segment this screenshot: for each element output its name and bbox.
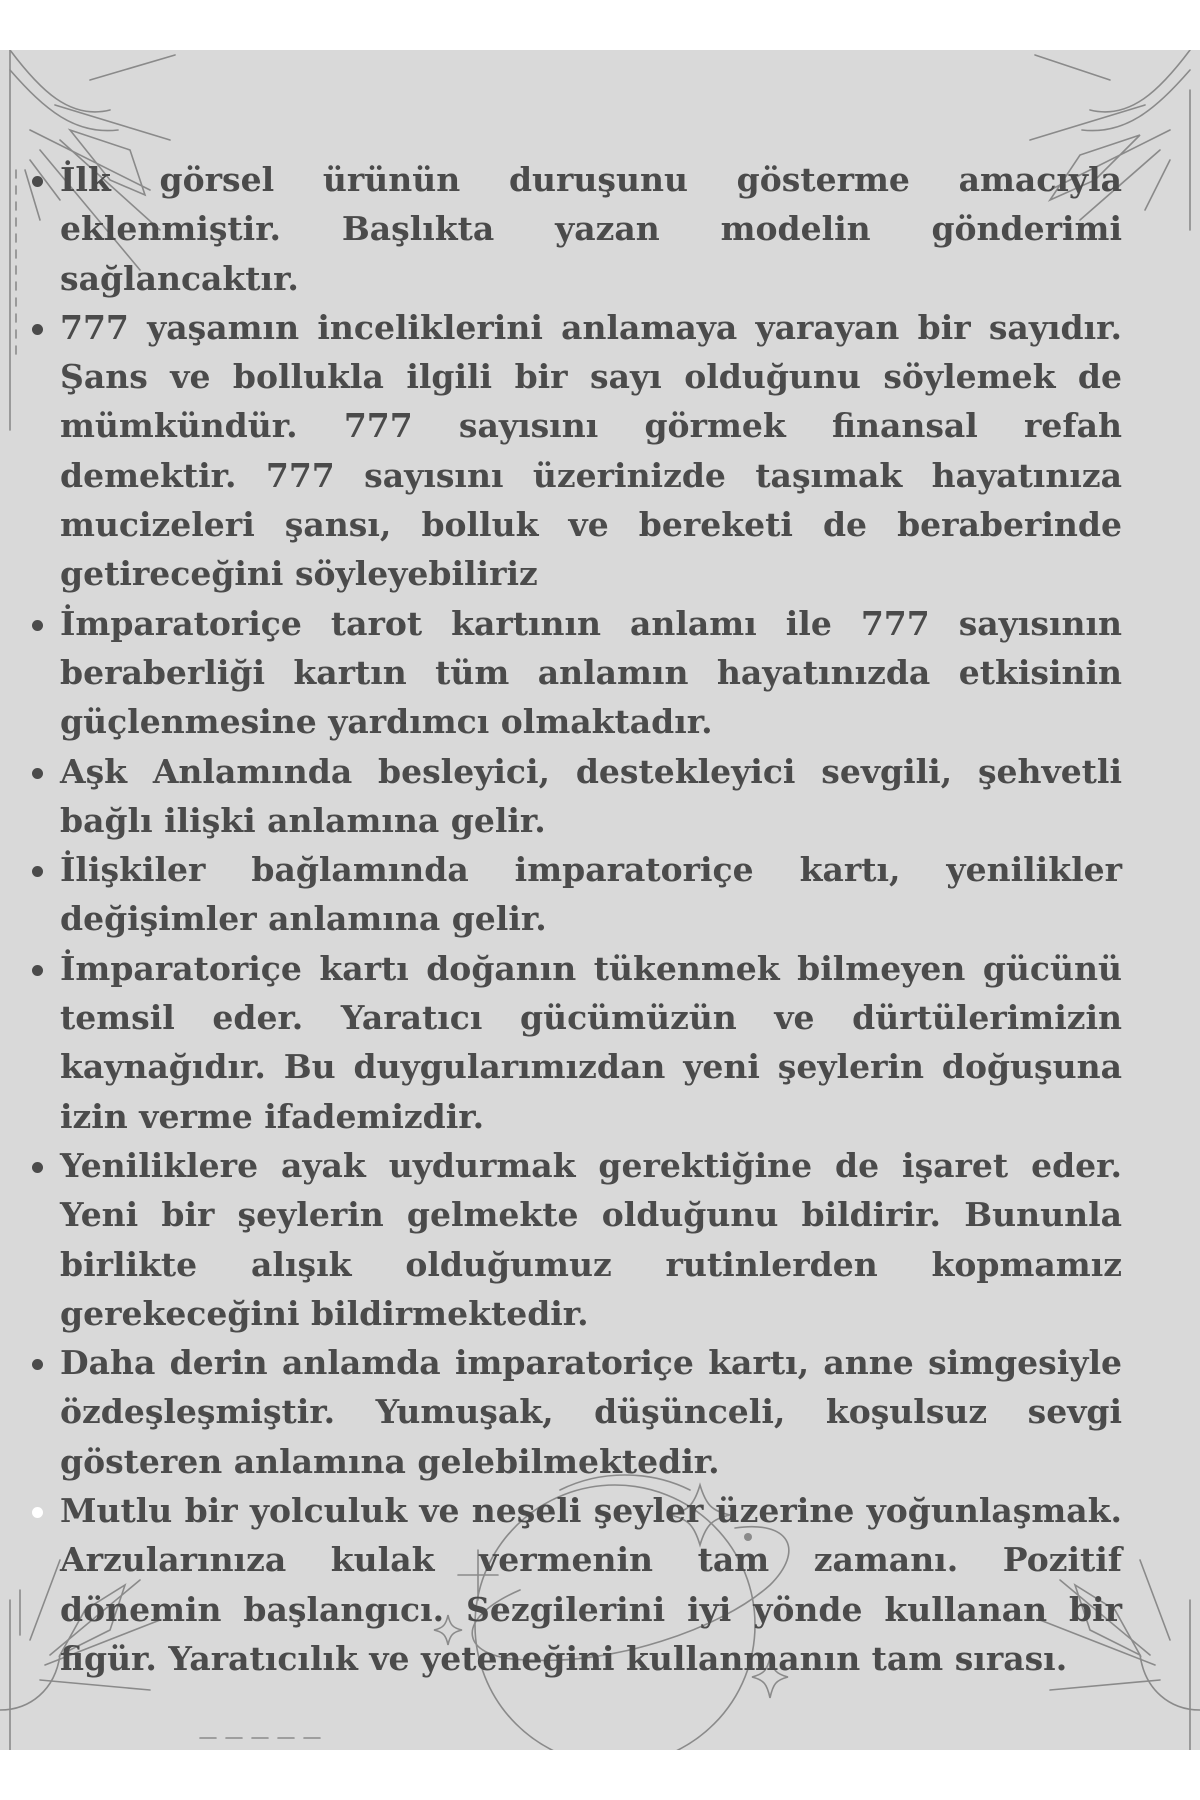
- list-item: Yeniliklere ayak uydurmak gerektiğine de işaret eder. Yeni bir şeylerin gelmekte olduğunu bildirir. Bununla birlikte alışık olduğumuz rutinlerden kopmamız gerekeceğini bildirmektedir.: [60, 1141, 1122, 1338]
- list-item: İmparatoriçe kartı doğanın tükenmek bilmeyen gücünü temsil eder. Yaratıcı gücümüzün ve dürtülerimizin kaynağıdır. Bu duygularımızdan yeni şeylerin doğuşuna izin verme ifademizdir.: [60, 944, 1122, 1141]
- list-item: 777 yaşamın inceliklerini anlamaya yarayan bir sayıdır. Şans ve bollukla ilgili bir sayı olduğunu söylemek de mümkündür. 777 sayısını görmek finansal refah demektir. 777 sayısını üzerinizde taşımak hayatınıza mucizeleri şansı, bolluk ve bereketi de beraberinde getireceğini söyleyebiliriz: [60, 303, 1122, 599]
- list-item: Mutlu bir yolculuk ve neşeli şeyler üzerine yoğunlaşmak. Arzularınıza kulak vermenin tam zamanı. Pozitif dönemin başlangıcı. Sezgilerini iyi yönde kullanan bir figür. Yaratıcılık ve yeteneğini kullanmanın tam sırası.: [60, 1486, 1122, 1683]
- bullet-list: [60, 155, 1122, 1683]
- list-item: İlişkiler bağlamında imparatoriçe kartı, yenilikler değişimler anlamına gelir.: [60, 845, 1122, 944]
- list-item: Aşk Anlamında besleyici, destekleyici sevgili, şehvetli bağlı ilişki anlamına gelir.: [60, 747, 1122, 846]
- list-item: İlk görsel ürünün duruşunu gösterme amacıyla eklenmiştir. Başlıkta yazan modelin gönderimi sağlancaktır.: [60, 155, 1122, 303]
- list-item: İmparatoriçe tarot kartının anlamı ile 777 sayısının beraberliği kartın tüm anlamın hayatınızda etkisinin güçlenmesine yardımcı olmaktadır.: [60, 599, 1122, 747]
- list-item: Daha derin anlamda imparatoriçe kartı, anne simgesiyle özdeşleşmiştir. Yumuşak, düşünceli, koşulsuz sevgi gösteren anlamına gelebilmektedir.: [60, 1338, 1122, 1486]
